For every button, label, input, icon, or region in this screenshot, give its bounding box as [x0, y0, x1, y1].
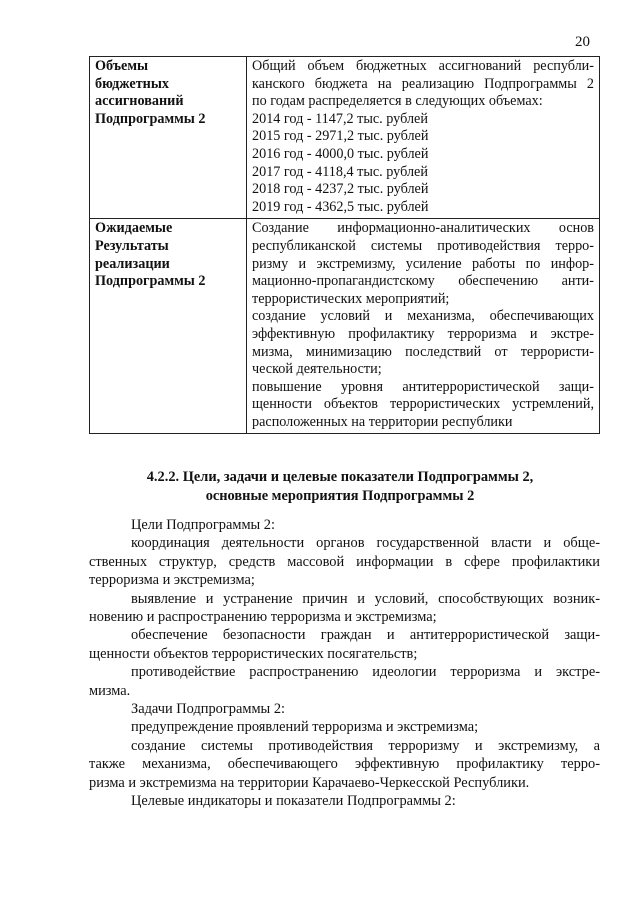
row-label-line: бюджетных — [95, 75, 170, 92]
page-number: 20 — [575, 34, 590, 50]
table-row — [90, 219, 600, 434]
table-row — [90, 57, 600, 219]
row-value-line: 2017 год - 4118,4 тыс. рублей — [252, 163, 428, 180]
row-value-line: Общий объем бюджетных ассигнований республи- — [252, 58, 594, 74]
body-paragraph — [89, 700, 600, 718]
body-line: также механизма, обеспечивающего эффективную профилактику терро- — [89, 756, 600, 773]
body-line: новению и распространению терроризма и экстремизма; — [89, 609, 437, 626]
row-label-line: Ожидаемые — [95, 220, 173, 237]
row-label-cell — [90, 57, 247, 219]
row-value-line: 2014 год - 1147,2 тыс. рублей — [252, 110, 428, 127]
body-line: ризма и экстремизма на территории Карачаево-Черкесской Республики. — [89, 774, 530, 791]
row-value-line: мизма, минимизацию последствий от террористи- — [252, 343, 594, 360]
body-paragraph — [89, 534, 600, 589]
body-line: Целевые индикаторы и показатели Подпрограммы 2: — [131, 793, 456, 810]
subprogram-passport-table — [89, 56, 600, 434]
body-paragraph — [89, 590, 600, 627]
body-line: Задачи Подпрограммы 2: — [131, 701, 286, 718]
row-value-line: Создание информационно-аналитических основ — [252, 220, 594, 237]
row-value-line: эффективную профилактику терроризма и экстре- — [252, 325, 594, 342]
row-value-line: расположенных на территории республики — [252, 413, 513, 430]
body-line: Цели Подпрограммы 2: — [131, 517, 276, 533]
body-paragraph — [89, 792, 600, 810]
body-paragraph — [89, 663, 600, 700]
body-paragraph — [89, 516, 600, 534]
body-paragraph — [89, 718, 600, 736]
row-label-line: Объемы — [95, 58, 149, 74]
body-line: предупреждение проявлений терроризма и экстремизма; — [131, 719, 479, 736]
body-line: щенности объектов террористических посягательств; — [89, 645, 418, 662]
row-value-line: 2018 год - 4237,2 тыс. рублей — [252, 181, 429, 198]
section-heading-line: 4.2.2. Цели, задачи и целевые показатели Подпрограммы 2, — [146, 469, 534, 485]
section-body — [89, 516, 600, 811]
section-heading — [80, 468, 600, 506]
row-value-line: по годам распределяется в следующих объемах: — [252, 93, 543, 110]
row-label-line: Подпрограммы 2 — [95, 110, 206, 127]
row-value-line: 2019 год - 4362,5 тыс. рублей — [252, 198, 429, 215]
body-line: создание системы противодействия терроризму и экстремизму, а — [131, 737, 600, 754]
row-value-line: 2016 год - 4000,0 тыс. рублей — [252, 145, 429, 162]
body-line: координация деятельности органов государственной власти и обще- — [131, 535, 600, 552]
body-paragraph — [89, 737, 600, 792]
row-value-line: щенности объектов террористических устремлений, — [252, 396, 594, 413]
row-value-line: террористических мероприятий; — [252, 290, 450, 307]
row-value-cell — [247, 57, 600, 219]
body-line: выявление и устранение причин и условий, способствующих возник- — [131, 590, 600, 607]
row-label-line: Результаты — [95, 237, 169, 254]
body-line: ственных структур, средств массовой информации в сфере профилактики — [89, 553, 600, 570]
row-value-line: мационно-пропагандистскому обеспечению анти- — [252, 273, 594, 290]
body-line: терроризма и экстремизма; — [89, 572, 255, 589]
body-line: мизма. — [89, 682, 131, 699]
row-value-line: ческой деятельности; — [252, 361, 382, 378]
row-value-line: канского бюджета на реализацию Подпрограммы 2 — [252, 75, 594, 92]
row-label-line: Подпрограммы 2 — [95, 273, 206, 290]
section-heading-line: основные мероприятия Подпрограммы 2 — [205, 488, 475, 504]
row-label-cell — [90, 219, 247, 434]
body-line: обеспечение безопасности граждан и антитеррористической защи- — [131, 627, 600, 644]
row-label-line: реализации — [95, 255, 170, 272]
row-value-line: республиканской системы противодействия терро- — [252, 237, 594, 254]
body-line: противодействие распространению идеологии терроризма и экстре- — [131, 664, 600, 681]
row-value-line: ризму и экстремизму, усиление работы по инфор- — [252, 255, 594, 272]
row-label-line: ассигнований — [95, 93, 184, 110]
row-value-line: 2015 год - 2971,2 тыс. рублей — [252, 128, 429, 145]
row-value-line: создание условий и механизма, обеспечивающих — [252, 308, 594, 325]
body-paragraph — [89, 626, 600, 663]
row-value-cell — [247, 219, 600, 434]
row-value-line: повышение уровня антитеррористической защи- — [252, 378, 594, 395]
